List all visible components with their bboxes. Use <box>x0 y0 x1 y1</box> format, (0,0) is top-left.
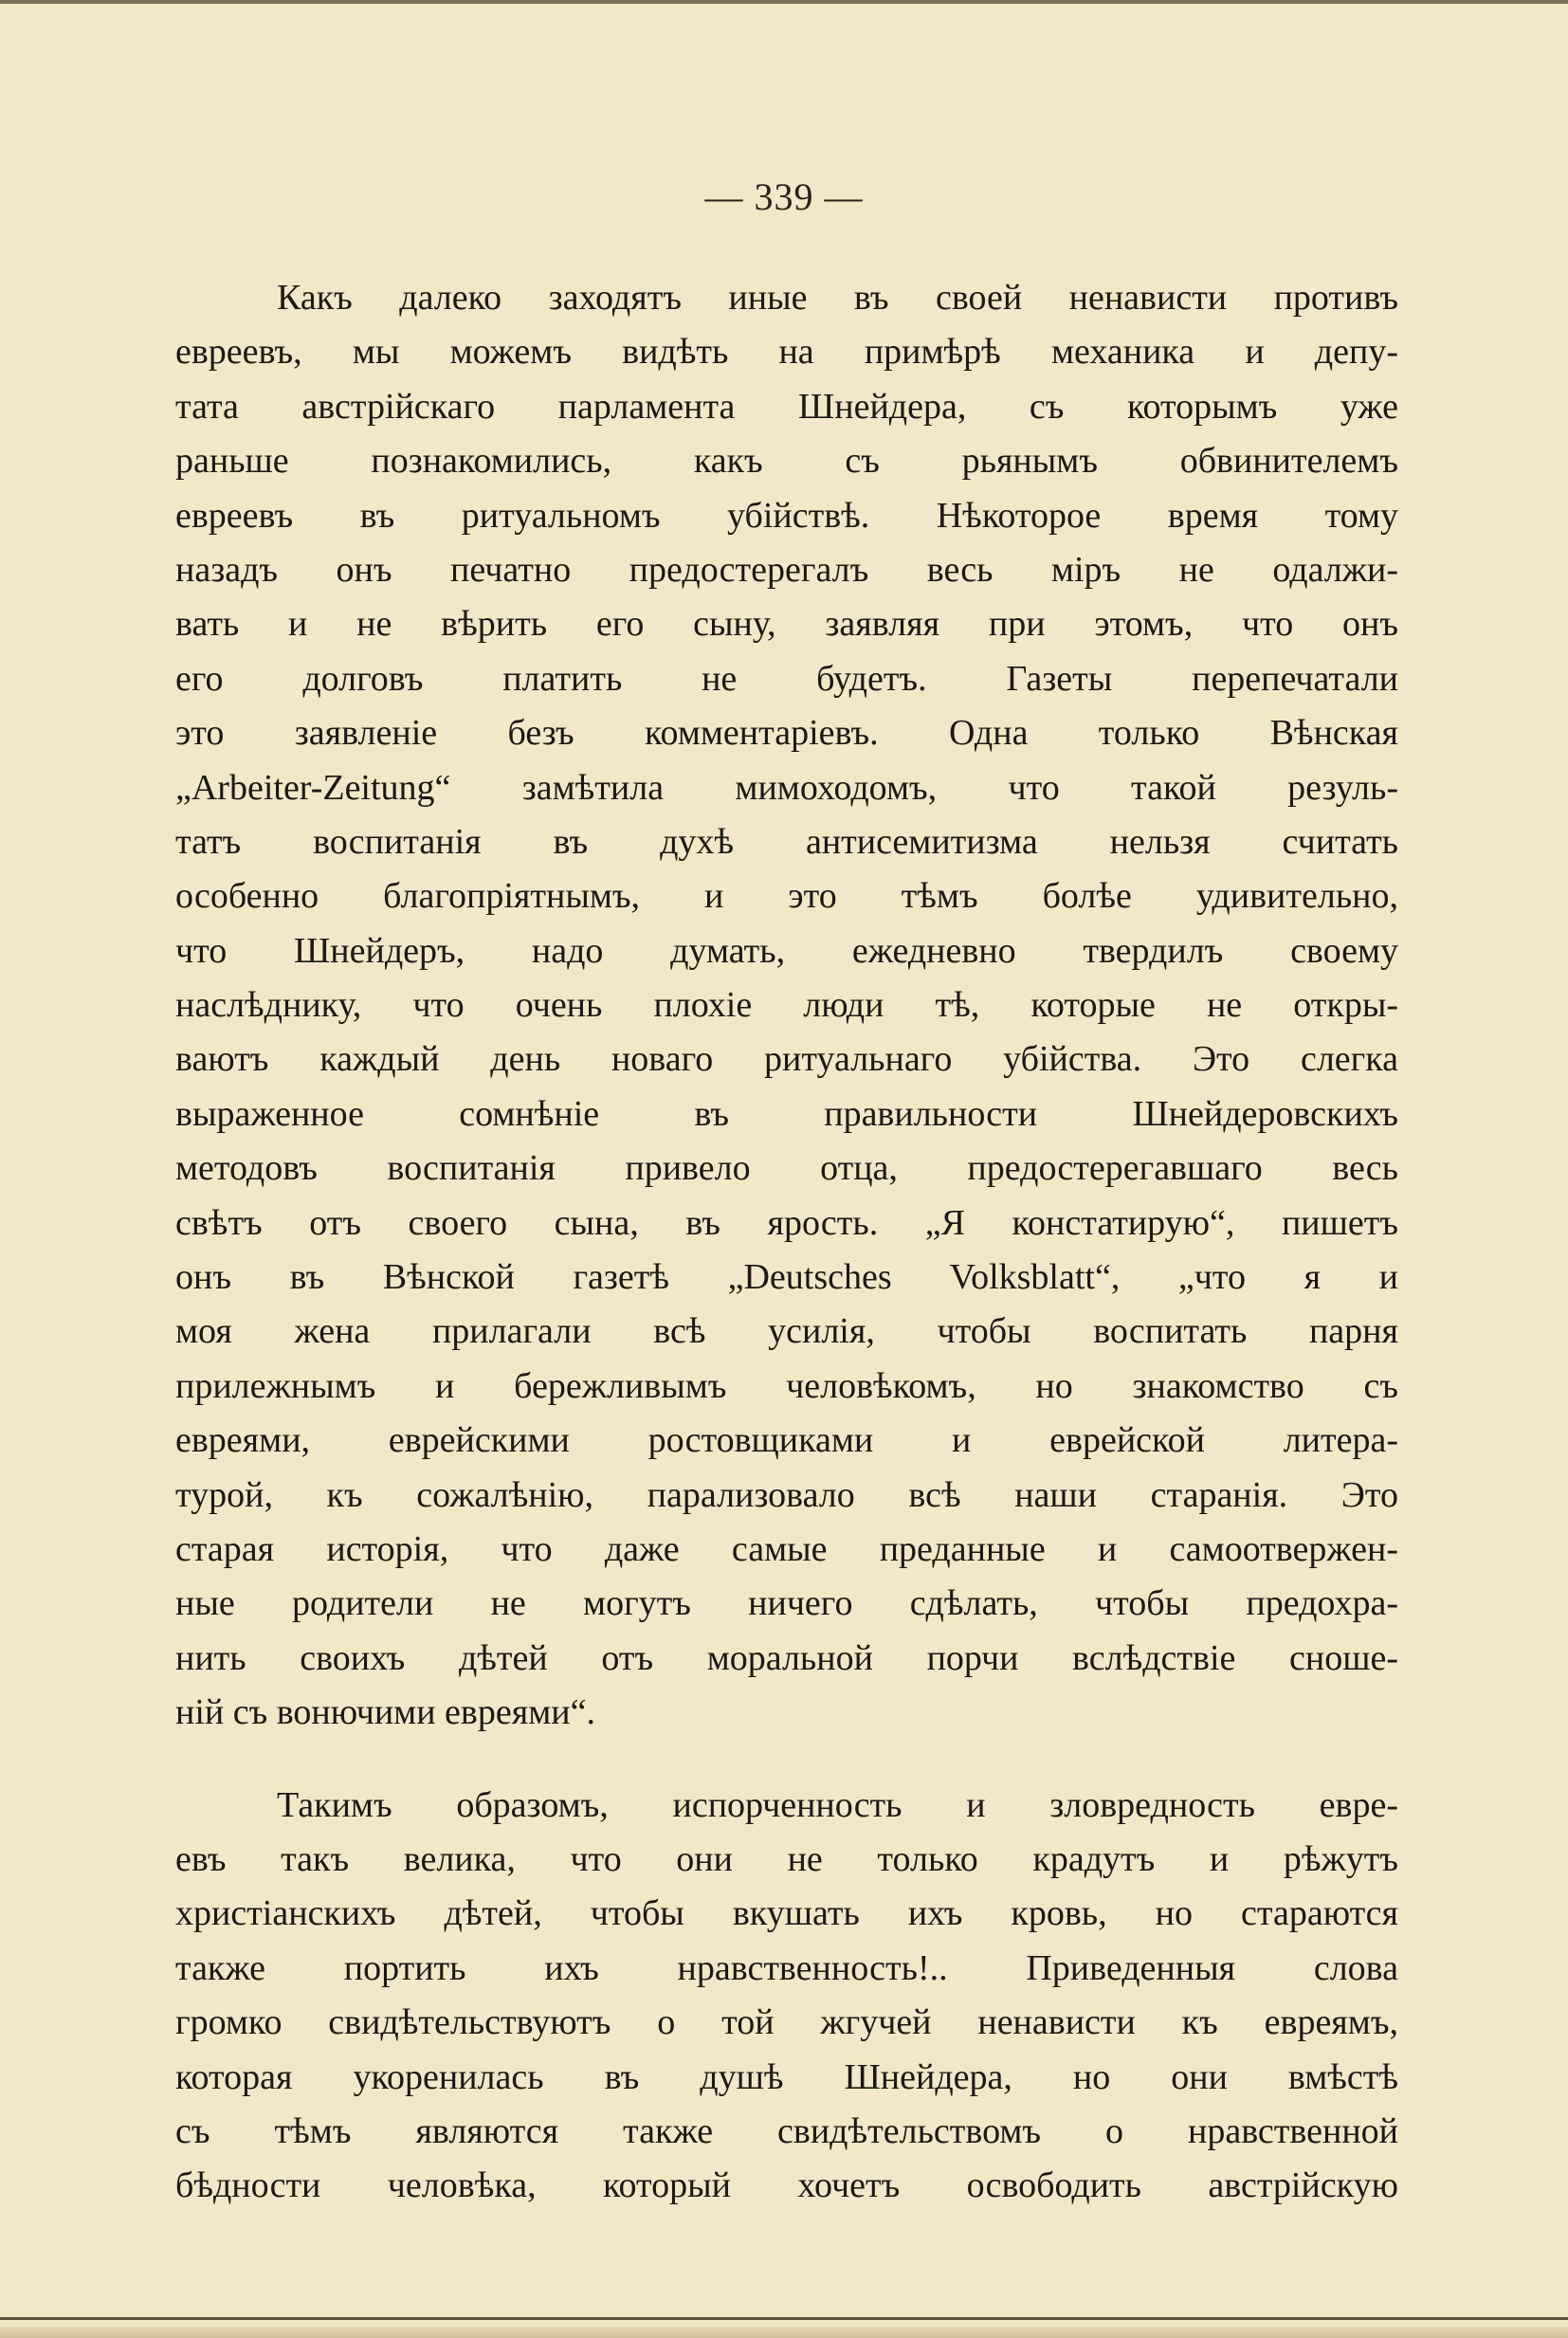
text-line: старая исторія, что даже самые преданные и самоотвержен- <box>175 1528 1398 1569</box>
text-line: особенно благопріятнымъ, и это тѣмъ болѣе удивительно, <box>175 876 1398 917</box>
page-bottom-rule <box>0 2317 1568 2320</box>
page-top-edge <box>0 0 1568 4</box>
text-line: Такимъ образомъ, испорченность и зловредность евре- <box>277 1784 1398 1825</box>
page-number: — 339 — <box>704 175 864 218</box>
text-line: что Шнейдеръ, надо думать, ежедневно твердилъ своему <box>175 930 1398 971</box>
text-line: моя жена прилагали всѣ усилія, чтобы воспитать парня <box>175 1311 1398 1352</box>
text-line: свѣтъ отъ своего сына, въ ярость. „Я констатирую“, пишетъ <box>175 1202 1398 1243</box>
text-line: евреевъ, мы можемъ видѣть на примѣрѣ механика и депу- <box>175 332 1398 373</box>
text-line: съ тѣмъ являются также свидѣтельствомъ о нравственной <box>175 2110 1398 2151</box>
text-line: евреевъ въ ритуальномъ убійствѣ. Нѣкоторое время тому <box>175 495 1398 536</box>
text-line: громко свидѣтельствуютъ о той жгучей ненависти къ евреямъ, <box>175 2002 1398 2043</box>
text-line: наслѣднику, что очень плохіе люди тѣ, которые не откры- <box>175 985 1398 1026</box>
text-line: евъ такъ велика, что они не только крадутъ и рѣжутъ <box>175 1838 1398 1879</box>
text-line: христіанскихъ дѣтей, чтобы вкушать ихъ кровь, но стараются <box>175 1893 1398 1934</box>
body-text <box>175 271 1398 2214</box>
page-bottom-edge <box>0 2327 1568 2338</box>
text-line: „Arbeiter-Zeitung“ замѣтила мимоходомъ, что такой резуль- <box>175 767 1398 808</box>
paragraph-gap <box>175 1741 1398 1779</box>
text-line: выраженное сомнѣніе въ правильности Шнейдеровскихъ <box>175 1093 1398 1134</box>
text-line: вать и не вѣрить его сыну, заявляя при этомъ, что онъ <box>175 604 1398 645</box>
text-line: ваютъ каждый день новаго ритуальнаго убійства. Это слегка <box>175 1039 1398 1080</box>
text-line: назадъ онъ печатно предостерегалъ весь міръ не одалжи- <box>175 549 1398 590</box>
text-line: тата австрійскаго парламента Шнейдера, съ которымъ уже <box>175 386 1398 427</box>
text-line: татъ воспитанія въ духѣ антисемитизма нельзя считать <box>175 821 1398 862</box>
text-line: турой, къ сожалѣнію, парализовало всѣ наши старанія. Это <box>175 1474 1398 1515</box>
text-line: нить своихъ дѣтей отъ моральной порчи вслѣдствіе сноше- <box>175 1637 1398 1678</box>
text-line: евреями, еврейскими ростовщиками и еврейской литера- <box>175 1420 1398 1461</box>
text-line: онъ въ Вѣнской газетѣ „Deutsches Volksblatt“, „что я и <box>175 1257 1398 1298</box>
text-line: которая укоренилась въ душѣ Шнейдера, но они вмѣстѣ <box>175 2056 1398 2097</box>
text-line: Какъ далеко заходятъ иные въ своей ненависти противъ <box>277 278 1398 318</box>
text-line: бѣдности человѣка, который хочетъ освободить австрійскую <box>175 2165 1398 2206</box>
text-line: ній съ вонючими евреями“. <box>175 1692 595 1733</box>
text-line: методовъ воспитанія привело отца, предостерегавшаго весь <box>175 1148 1398 1189</box>
text-line: также портить ихъ нравственность!.. Приведенныя слова <box>175 1947 1398 1988</box>
text-line: его долговъ платить не будетъ. Газеты перепечатали <box>175 658 1398 699</box>
text-line: ные родители не могутъ ничего сдѣлать, чтобы предохра- <box>175 1583 1398 1624</box>
text-line: раньше познакомились, какъ съ рьянымъ обвинителемъ <box>175 441 1398 482</box>
text-line: это заявленіе безъ комментаріевъ. Одна только Вѣнская <box>175 713 1398 754</box>
text-line: прилежнымъ и бережливымъ человѣкомъ, но знакомство съ <box>175 1365 1398 1406</box>
